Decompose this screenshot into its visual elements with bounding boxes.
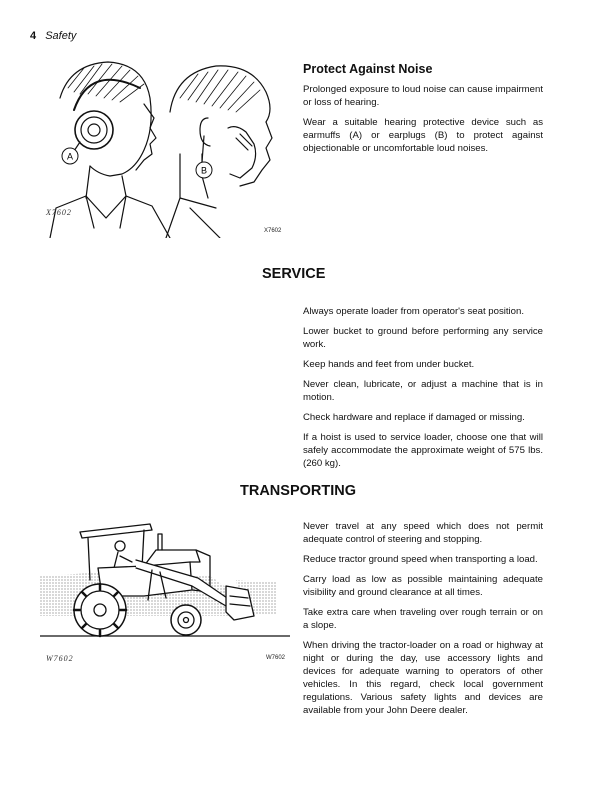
transporting-paragraph: Take extra care when traveling over rough terrain or on a slope. [303,607,543,631]
service-heading: SERVICE [262,266,326,282]
noise-paragraph: Prolonged exposure to loud noise can cause impairment or loss of hearing. [303,84,543,108]
section-name: Safety [45,30,77,42]
service-paragraph: Always operate loader from operator's seat position. [303,306,525,317]
service-paragraph: Keep hands and feet from under bucket. [303,359,475,370]
figure-code-x: X7602 [264,228,282,234]
service-text [303,305,543,477]
tractor-loader-illustration [40,516,290,648]
service-paragraph: Never clean, lubricate, or adjust a machine that is in motion. [303,379,543,403]
transporting-paragraph: Never travel at any speed which does not permit adequate control of steering and stopping. [303,521,543,545]
label-a: A [66,151,74,162]
figure-code-handwritten-x: X7602 [46,208,72,217]
service-paragraph: Check hardware and replace if damaged or missing. [303,412,525,423]
figure-code-handwritten-w: W7602 [46,654,74,663]
noise-text [303,83,543,162]
figure-code-w: W7602 [266,655,286,661]
page-header [30,30,76,42]
service-paragraph: If a hoist is used to service loader, choose one that will safely accommodate the approximate weight of 575 lbs. (260 kg). [303,432,543,469]
transporting-paragraph: Reduce tractor ground speed when transporting a load. [303,554,538,565]
label-b: B [200,165,208,176]
transporting-heading: TRANSPORTING [240,483,356,499]
noise-heading: Protect Against Noise [303,62,433,76]
transporting-paragraph: When driving the tractor-loader on a road or highway at night or during the day, use accessory lights and devices for adequate warning to operators of other vehicles. In this regard, check local government regulations. Various safety lights and devices are available from your John Deere dealer. [303,640,543,716]
page-number: 4 [30,30,37,42]
noise-paragraph: Wear a suitable hearing protective device such as earmuffs (A) or earplugs (B) to protect against objectionable or uncomfortable loud noises. [303,117,543,154]
service-paragraph: Lower bucket to ground before performing any service work. [303,326,543,350]
transporting-text [303,520,543,724]
hearing-protection-illustration [40,58,280,238]
transporting-paragraph: Carry load as low as possible maintaining adequate visibility and ground clearance at all times. [303,574,543,598]
